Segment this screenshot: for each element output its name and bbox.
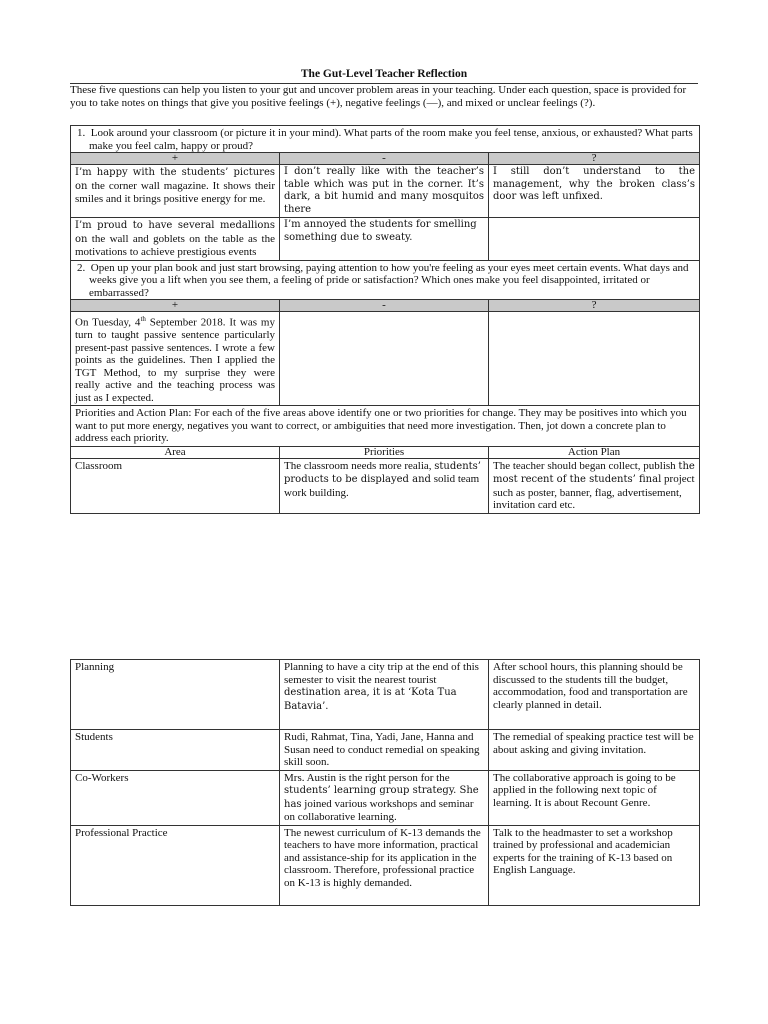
- plan-row-planning: [71, 660, 700, 730]
- priorities-cell: Rudi, Rahmat, Tina, Yadi, Jane, Hanna and Susan need to conduct remedial on speaking skill soon.: [280, 730, 489, 771]
- action-plan-header-row: [71, 446, 700, 458]
- question-2-cell: [71, 260, 700, 300]
- q1-positive-note-2: I’m proud to have several medallions on the wall and goblets on the table as the motivations to achieve prestigious events: [71, 218, 280, 261]
- q2-header-unclear: ?: [489, 300, 700, 312]
- q1-unclear-note-2: [489, 218, 700, 261]
- area-cell: Classroom: [71, 458, 280, 513]
- q1-negative-note-2: I’m annoyed the students for smelling something due to sweaty.: [280, 218, 489, 261]
- q1-answer-row: [71, 218, 700, 261]
- question-1-cell: [71, 126, 700, 153]
- priorities-cell: Mrs. Austin is the right person for the students’ learning group strategy. She has joined various workshops and seminar on collaborative learning.: [280, 770, 489, 825]
- action-plan-cell: After school hours, this planning should be discussed to the students till the budget, accommodation, food and transportation are clearly planned in detail.: [489, 660, 700, 730]
- q1-positive-note: I’m happy with the students’ pictures on the corner wall magazine. It shows their smiles and it brings positive energy for me.: [71, 165, 280, 218]
- header-action-plan: Action Plan: [489, 446, 700, 458]
- q2-answer-row: [71, 312, 700, 406]
- plan-row-classroom: [71, 458, 700, 513]
- header-priorities: Priorities: [280, 446, 489, 458]
- action-plan-cell: The collaborative approach is going to be applied in the following next topic of learning. It is about Recount Genre.: [489, 770, 700, 825]
- action-plan-cell: Talk to the headmaster to set a workshop trained by professional and academician experts for the training of K-13 based on English Language.: [489, 825, 700, 905]
- priorities-cell: The classroom needs more realia, students’ products to be displayed and solid team work building.: [280, 458, 489, 513]
- q1-negative-note: I don’t really like with the teacher’s table which was put in the corner. It’s dark, a bit humid and many mosquitos there: [280, 165, 489, 218]
- q1-positive-note-text: the corner wall magazine. It shows their smiles and it brings positive energy for me.: [75, 179, 275, 205]
- header-area: Area: [71, 446, 280, 458]
- area-cell: Planning: [71, 660, 280, 730]
- action-plan-cell: The teacher should began collect, publish the most recent of the students’ final project such as poster, banner, flag, advertisement, invitation card etc.: [489, 458, 700, 513]
- q1-header-row: [71, 153, 700, 165]
- q2-positive-note: On Tuesday, 4th September 2018. It was my turn to taught passive sentence particularly present-past passive sentences. I wrote a few points as the guidelines. Then I applied the TGT Method, to my surprise they were really active and the teaching process was just as I expected.: [71, 312, 280, 406]
- q1-header-positive: +: [71, 153, 280, 165]
- q1-unclear-note: I still don’t understand to the management, why the broken class’s door was left unfixed.: [489, 165, 700, 218]
- q2-header-positive: +: [71, 300, 280, 312]
- page-title: The Gut-Level Teacher Reflection: [300, 68, 468, 80]
- q1-answer-row: [71, 165, 700, 218]
- area-cell: Students: [71, 730, 280, 771]
- q2-unclear-note: [489, 312, 700, 406]
- q1-header-unclear: ?: [489, 153, 700, 165]
- intro-paragraph: These five questions can help you listen to your gut and uncover problem areas in your teaching. Under each question, space is provided for you to take notes on things that give you positive feelings (+), negative feelings (—), and mixed or unclear feelings (?).: [70, 84, 687, 109]
- action-plan-intro: Priorities and Action Plan: For each of the five areas above identify one or two priorities for change. They may be positives into which you want to put more energy, negatives you want to correct, or ambiguities that need more investigation. Then, jot down a concrete plan to address each priority.: [71, 406, 700, 447]
- q2-negative-note: [280, 312, 489, 406]
- q1-header-negative: -: [280, 153, 489, 165]
- plan-row-co-workers: [71, 770, 700, 825]
- q2-header-row: [71, 300, 700, 312]
- q2-header-negative: -: [280, 300, 489, 312]
- plan-row-students: [71, 730, 700, 771]
- priorities-cell: Planning to have a city trip at the end of this semester to visit the nearest tourist destination area, it is at ‘Kota Tua Batavia’.: [280, 660, 489, 730]
- plan-row-professional-practice: [71, 825, 700, 905]
- question-2-text: 2. Open up your plan book and just start browsing, paying attention to how you're feeling as your eyes meet certain events. What days and weeks give you a lift when you see them, a feeling of pride or satisfaction? Which ones make you feel disappointed, irritated or embarrassed?: [77, 261, 689, 299]
- action-plan-table-continued: [70, 659, 700, 906]
- question-2-row: [71, 260, 700, 300]
- priorities-cell: The newest curriculum of K-13 demands the teachers to have more information, practical and assistance-ship for its application in the classroom. Therefore, professional practice on K-13 is highly demanded.: [280, 825, 489, 905]
- action-plan-intro-row: [71, 406, 700, 447]
- reflection-table: [70, 125, 700, 514]
- area-cell: Co-Workers: [71, 770, 280, 825]
- action-plan-cell: The remedial of speaking practice test will be about asking and giving invitation.: [489, 730, 700, 771]
- question-1-row: [71, 126, 700, 153]
- area-cell: Professional Practice: [71, 825, 280, 905]
- question-1-text: 1. Look around your classroom (or picture it in your mind). What parts of the room make you feel tense, anxious, or exhausted? What parts make you feel calm, happy or proud?: [77, 127, 693, 152]
